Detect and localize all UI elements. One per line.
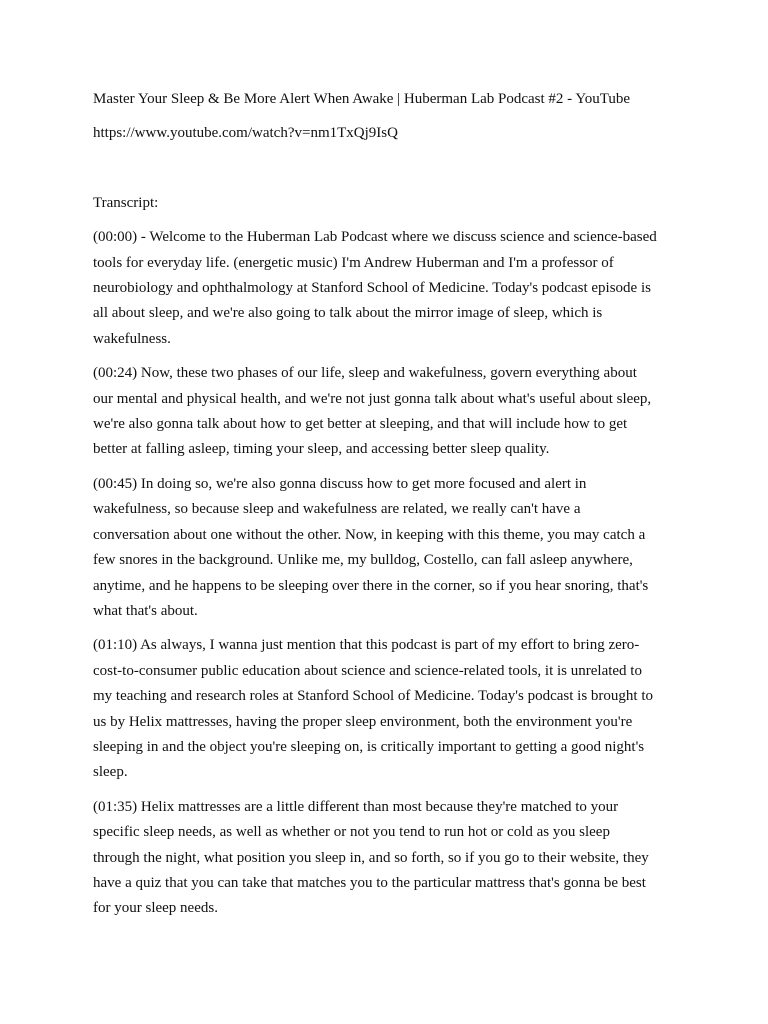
transcript-line: tools for everyday life. (energetic music) I'm Andrew Huberman and I'm a professor of <box>93 254 614 271</box>
transcript-line: (00:24) Now, these two phases of our life, sleep and wakefulness, govern everything about <box>93 365 637 382</box>
transcript-paragraph <box>93 472 683 624</box>
document-title: Master Your Sleep & Be More Alert When Awake | Huberman Lab Podcast #2 - YouTube <box>93 91 630 107</box>
transcript-line: (01:10) As always, I wanna just mention that this podcast is part of my effort to bring zero- <box>93 637 640 654</box>
transcript-line: few snores in the background. Unlike me, my bulldog, Costello, can fall asleep anywhere, <box>93 552 633 569</box>
transcript-line: all about sleep, and we're also going to talk about the mirror image of sleep, which is <box>93 305 603 322</box>
transcript-paragraph <box>93 633 683 785</box>
transcript-line: my teaching and research roles at Stanford School of Medicine. Today's podcast is brought to <box>93 688 653 705</box>
transcript-line: better at falling asleep, timing your sleep, and accessing better sleep quality. <box>93 441 550 458</box>
transcript-line: (00:45) In doing so, we're also gonna discuss how to get more focused and alert in <box>93 475 587 492</box>
transcript-paragraph <box>93 795 683 922</box>
transcript-line: neurobiology and ophthalmology at Stanford School of Medicine. Today's podcast episode is <box>93 280 651 297</box>
video-url: https://www.youtube.com/watch?v=nm1TxQj9IsQ <box>93 125 398 142</box>
transcript-line: what that's about. <box>93 602 198 619</box>
transcript-line: cost-to-consumer public education about science and science-related tools, it is unrelated to <box>93 662 642 679</box>
transcript-line: anytime, and he happens to be sleeping over there in the corner, so if you hear snoring, that's <box>93 577 649 594</box>
transcript-line: (00:00) - Welcome to the Huberman Lab Podcast where we discuss science and science-based <box>93 229 657 246</box>
transcript-line: wakefulness. <box>93 330 171 347</box>
transcript-line: specific sleep needs, as well as whether or not you tend to run hot or cold as you sleep <box>93 824 610 841</box>
transcript-line: our mental and physical health, and we're not just gonna talk about what's useful about sleep, <box>93 390 652 407</box>
transcript-line: for your sleep needs. <box>93 900 218 917</box>
transcript-line: sleep. <box>93 764 128 781</box>
transcript-line: conversation about one without the other. Now, in keeping with this theme, you may catch a <box>93 526 646 543</box>
transcript-paragraph <box>93 225 683 352</box>
document-page <box>93 87 683 931</box>
transcript-line: us by Helix mattresses, having the proper sleep environment, both the environment you're <box>93 713 633 730</box>
transcript-label: Transcript: <box>93 194 159 211</box>
transcript-line: through the night, what position you sleep in, and so forth, so if you go to their website, they <box>93 849 649 866</box>
transcript-paragraph <box>93 361 683 463</box>
transcript-line: we're also gonna talk about how to get better at sleeping, and that will include how to get <box>93 416 628 433</box>
transcript-line: sleeping in and the object you're sleeping on, is critically important to getting a good night's <box>93 738 645 755</box>
transcript-body <box>93 225 683 922</box>
transcript-line: (01:35) Helix mattresses are a little different than most because they're matched to your <box>93 798 619 815</box>
transcript-line: have a quiz that you can take that matches you to the particular mattress that's gonna be best <box>93 874 646 891</box>
transcript-line: wakefulness, so because sleep and wakefulness are related, we really can't have a <box>93 501 581 518</box>
